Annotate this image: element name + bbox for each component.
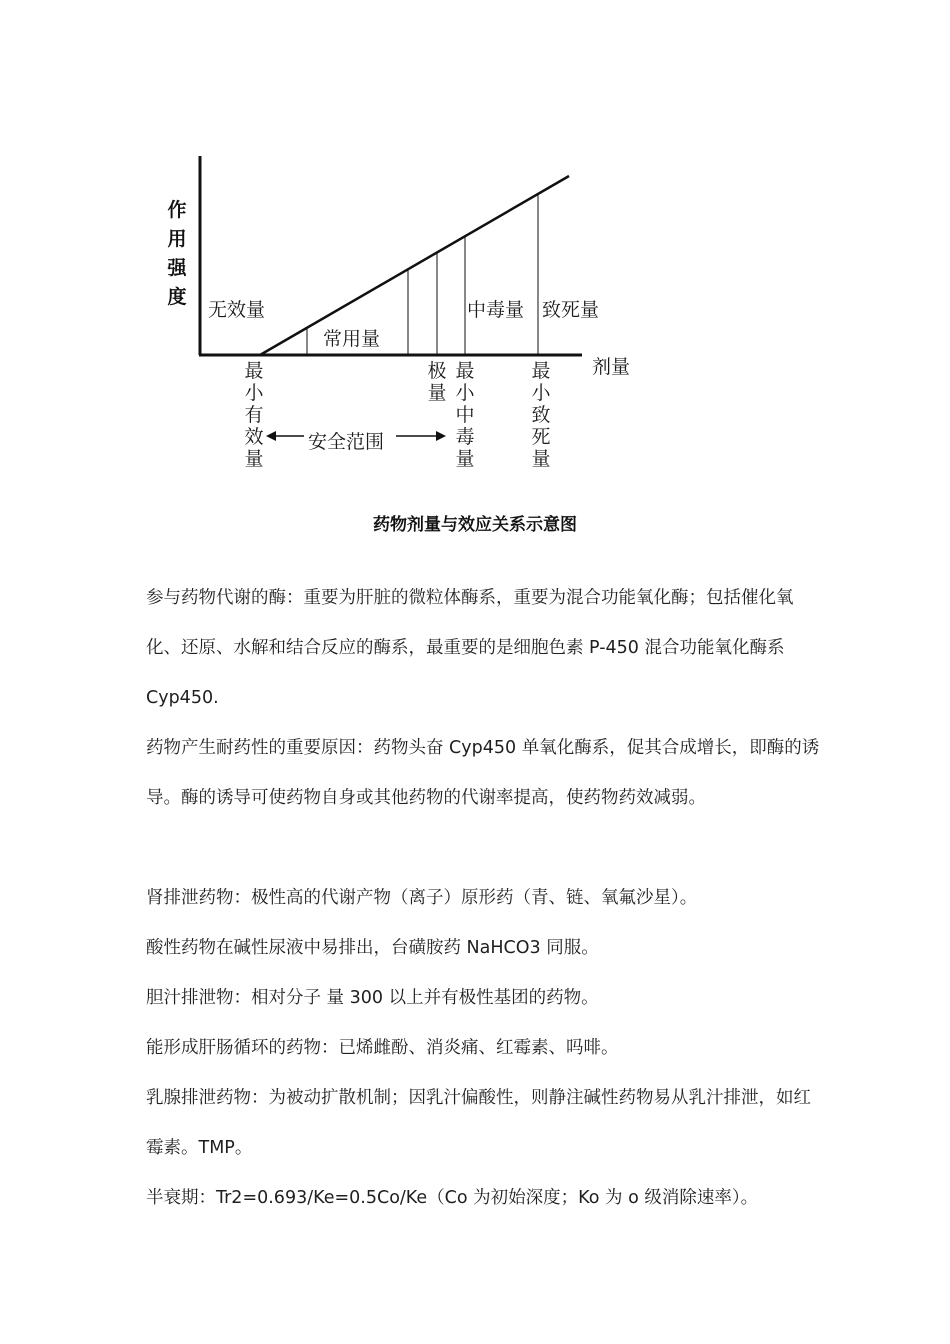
lethal-dose-label: 致死量 bbox=[542, 299, 600, 321]
safe-range-label: 安全范围 bbox=[308, 431, 385, 453]
safe-range-arrowhead-right bbox=[436, 431, 446, 441]
min-toxic-label: 最小中毒量 bbox=[455, 360, 475, 470]
paragraph-bile: 胆汁排泄物：相对分子 量 300 以上并有极性基团的药物。 bbox=[146, 988, 599, 1008]
paragraph-tolerance: 药物产生耐药性的重要原因：药物头奋 Cyp450 单氧化酶系，促其合成增长，即酶的诱导。酶的诱导可使药物自身或其他药物的代谢率提高，使药物药效减弱。 bbox=[146, 738, 820, 808]
min-effective-label: 最小有效量 bbox=[244, 360, 264, 470]
paragraph-mammary: 乳腺排泄药物：为被动扩散机制；因乳汁偏酸性，则静注碱性药物易从乳汁排泄，如红霉素。TMP。 bbox=[146, 1088, 811, 1158]
mid-toxic-label: 中毒量 bbox=[467, 299, 525, 321]
figure-caption: 药物剂量与效应关系示意图 bbox=[373, 515, 577, 535]
paragraph-enzymes: 参与药物代谢的酶：重要为肝脏的微粒体酶系，重要为混合功能氧化酶；包括催化氧化、还原、水解和结合反应的酶系，最重要的是细胞色素 P-450 混合功能氧化酶系 Cyp450. bbox=[146, 588, 794, 708]
paragraph-kidney: 肾排泄药物：极性高的代谢产物（离子）原形药（青、链、氧氟沙星）。 bbox=[146, 888, 698, 908]
common-dose-label: 常用量 bbox=[323, 328, 381, 350]
min-lethal-label: 最小致死量 bbox=[531, 360, 551, 470]
paragraph-enterohepatic: 能形成肝肠循环的药物：已烯雌酚、消炎痛、红霉素、吗啡。 bbox=[146, 1038, 619, 1058]
dose-effect-figure bbox=[0, 0, 950, 560]
dose-effect-diagram bbox=[0, 0, 950, 560]
y-axis-label: 作用强度 bbox=[167, 199, 187, 308]
paragraph-half-life: 半衰期：Tr2=0.693/Ke=0.5Co/Ke（Co 为初始深度；Ko 为 o 级消除速率）。 bbox=[146, 1188, 759, 1208]
paragraph-acidic: 酸性药物在碱性尿液中易排出，台磺胺药 NaHCO3 同服。 bbox=[146, 938, 599, 958]
effect-line bbox=[260, 176, 569, 355]
x-axis-label: 剂量 bbox=[592, 356, 631, 378]
extreme-dose-label: 极量 bbox=[427, 360, 447, 404]
no-effect-label: 无效量 bbox=[208, 299, 266, 321]
safe-range-arrowhead-left bbox=[266, 431, 276, 441]
